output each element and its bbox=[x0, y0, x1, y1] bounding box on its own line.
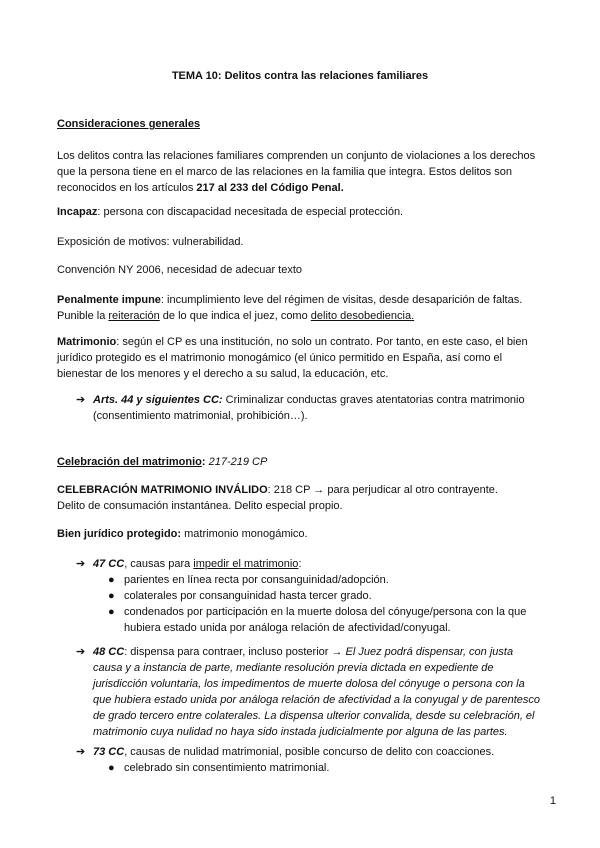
cc47-item: ➔ 47 CC, causas para impedir el matrimonio: bbox=[76, 558, 302, 570]
incapaz-paragraph: Incapaz: persona con discapacidad necesitada de especial protección. bbox=[57, 206, 404, 218]
bullet-icon: ● bbox=[108, 574, 115, 586]
matrimonio-paragraph: Matrimonio: según el CP es una institución, no solo un contrato. Por tanto, en este caso, el bien jurídico protegido es el matrimonio monogámico (el único permitido en España, así como el bienestar de los menores y el derecho a su salud, la educación, etc. bbox=[57, 336, 528, 380]
list-item: ● parientes en línea recta por consanguinidad/adopción. bbox=[108, 574, 389, 586]
arrow-icon: ➔ bbox=[76, 646, 86, 658]
bullet-icon: ● bbox=[108, 762, 115, 774]
exposicion-paragraph: Exposición de motivos: vulnerabilidad. bbox=[57, 236, 244, 248]
list-item: ● condenados por participación en la muerte dolosa del cónyuge/persona con la que hubiera estado unida por análoga relación de afectividad/conyugal. bbox=[108, 606, 527, 634]
section-heading-celebracion: Celebración del matrimonio: 217-219 CP bbox=[57, 456, 268, 468]
list-item: ● colaterales por consanguinidad hasta tercer grado. bbox=[108, 590, 372, 602]
intro-paragraph: Los delitos contra las relaciones familiares comprenden un conjunto de violaciones a los derechos que la persona tiene en el marco de las relaciones en la familia que integra. Estos delitos son reconocidos en los artículos 217 al 233 del Código Penal. bbox=[57, 150, 536, 194]
cc48-item: ➔ 48 CC: dispensa para contraer, incluso posterior → El Juez podrá dispensar, con justa causa y a instancia de parte, mediante resolución previa dictada en expediente de jurisdicción voluntaria, los impedimentos de muerte dolosa del cónyuge o persona con la que hubiera estado unida por análoga relación de afectividad a la conyugal y de parentesco de grado tercero entre colaterales. La dispensa ulterior convalida, desde su celebración, el matrimonio cuya nulidad no haya sido instada judicialmente por alguna de las partes. bbox=[76, 646, 541, 738]
bullet-icon: ● bbox=[108, 606, 115, 618]
arrow-icon: ➔ bbox=[76, 558, 86, 570]
convencion-paragraph: Convención NY 2006, necesidad de adecuar texto bbox=[57, 264, 303, 276]
page-title: TEMA 10: Delitos contra las relaciones familiares bbox=[171, 70, 429, 82]
arrow-icon: ➔ bbox=[76, 746, 86, 758]
invalido-paragraph: CELEBRACIÓN MATRIMONIO INVÁLIDO: 218 CP → para perjudicar al otro contrayente. Delito de consumación instantánea. Delito especial propio. bbox=[57, 484, 498, 512]
bien-juridico-paragraph: Bien jurídico protegido: matrimonio monogámico. bbox=[57, 528, 308, 540]
section-heading-consideraciones bbox=[57, 116, 544, 132]
list-item: ● celebrado sin consentimiento matrimonial. bbox=[108, 762, 330, 774]
consideraciones-heading: Consideraciones generales bbox=[57, 118, 201, 130]
penalmente-paragraph: Penalmente impune: incumplimiento leve del régimen de visitas, desde desaparición de faltas. Punible la reiteración de lo que indica el juez, como delito desobediencia. bbox=[57, 294, 523, 322]
page-number: 1 bbox=[549, 795, 556, 807]
cc73-list bbox=[108, 760, 544, 776]
cc47-list bbox=[108, 572, 544, 636]
arts44-item: ➔ Arts. 44 y siguientes CC: Criminalizar conductas graves atentatorias contra matrimonio (consentimiento matrimonial, prohibición…). bbox=[76, 394, 525, 422]
cc73-item: ➔ 73 CC, causas de nulidad matrimonial, posible concurso de delito con coacciones. bbox=[76, 746, 495, 758]
bullet-icon: ● bbox=[108, 590, 115, 602]
arrow-icon: ➔ bbox=[76, 394, 86, 406]
